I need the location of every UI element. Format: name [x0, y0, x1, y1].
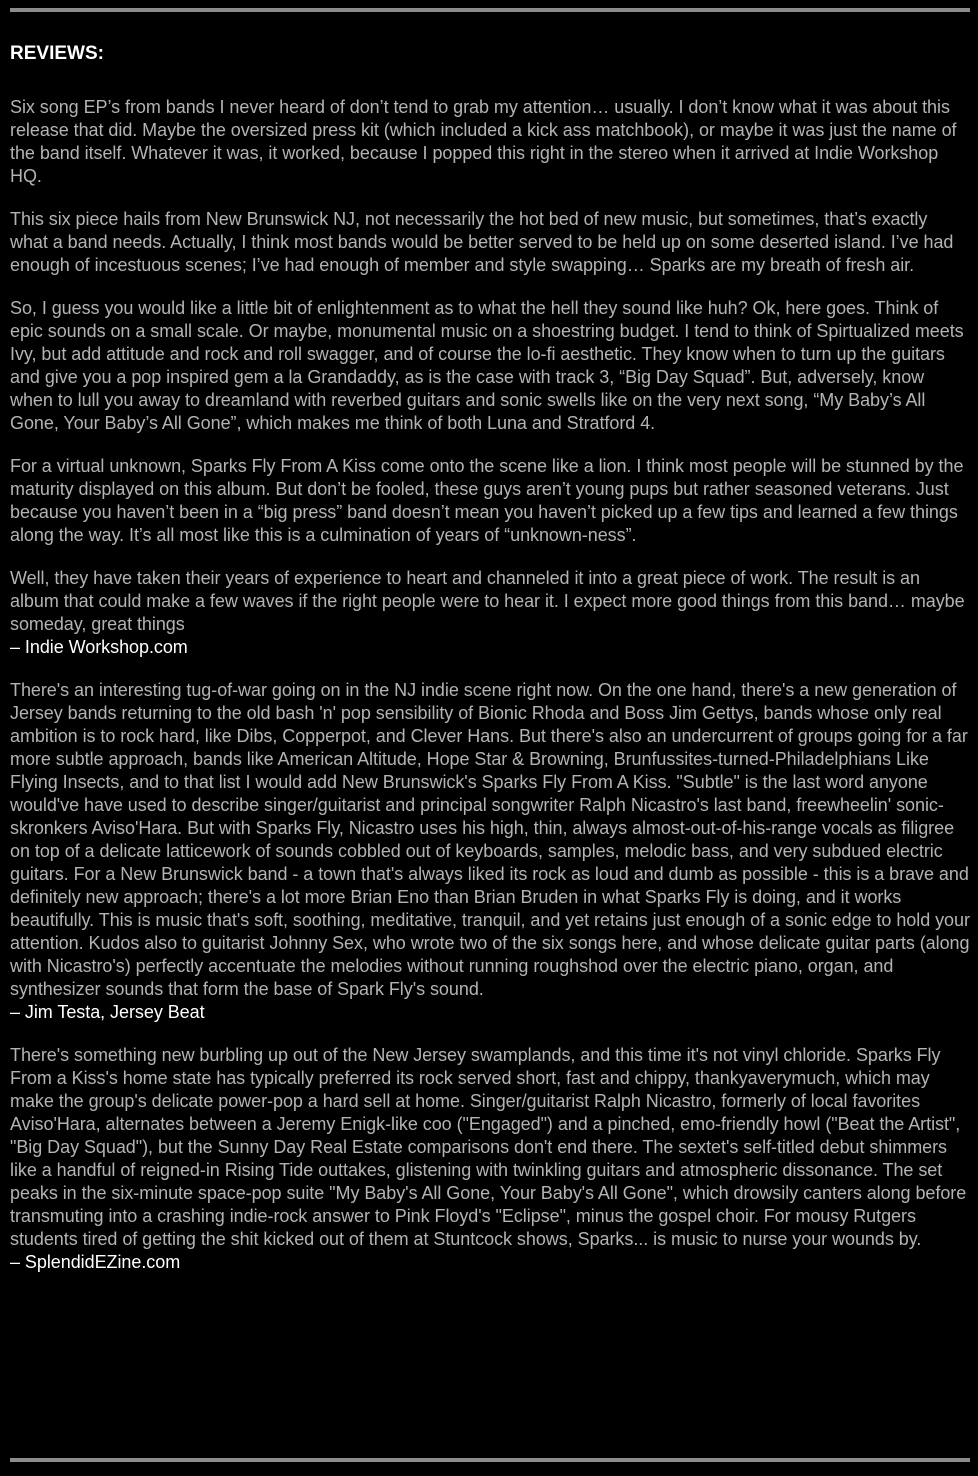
- bottom-divider: [10, 1458, 970, 1462]
- review-paragraph-7: [10, 1044, 970, 1274]
- review-paragraph-4: [10, 455, 970, 547]
- review-text: Six song EP’s from bands I never heard of don’t tend to grab my attention… usually. I don’t know what it was about this release that did. Maybe the oversized press kit (which included a kick ass matchbook), or maybe it was just the name of the band itself. Whatever it was, it worked, because I popped this right in the stereo when it arrived at Indie Workshop HQ.: [10, 97, 957, 186]
- review-text: There's an interesting tug-of-war going on in the NJ indie scene right now. On the one hand, there's a new generation of Jersey bands returning to the old bash 'n' pop sensibility of Bionic Rhoda and Boss Jim Gettys, bands whose only real ambition is to rock hard, like Dibs, Copperpot, and Clever Hans. But there's also an undercurrent of groups going for a far more subtle approach, bands like American Altitude, Hope Star & Browning, Brunfussites-turned-Philadelphians Like Flying Insects, and to that list I would add New Brunswick's Sparks Fly From A Kiss. "Subtle" is the last word anyone would've have used to describe singer/guitarist and principal songwriter Ralph Nicastro's last band, freewheelin' sonic-skronkers Aviso'Hara. But with Sparks Fly, Nicastro uses his high, thin, always almost-out-of-his-range vocals as filigree on top of a delicate latticework of sounds cobbled out of keyboards, samples, melodic bass, and very subdued electric guitars. For a New Brunswick band - a town that's always liked its rock as loud and dumb as possible - this is a brave and definitely new approach; there's a lot more Brian Eno than Brian Bruden in what Sparks Fly is doing, and it works beautifully. This is music that's soft, soothing, meditative, tranquil, and yet retains just enough of a sonic edge to hold your attention. Kudos also to guitarist Johnny Sex, who wrote two of the six songs here, and whose delicate guitar parts (along with Nicastro's) perfectly accentuate the melodies without running roughshod over the electric piano, organ, and synthesizer sounds that form the base of Spark Fly's sound.: [10, 680, 970, 999]
- review-text: There's something new burbling up out of the New Jersey swamplands, and this time it's not vinyl chloride. Sparks Fly From a Kiss's home state has typically preferred its rock served short, fast and chippy, thankyaverymuch, which may make the group's delicate power-pop a hard sell at home. Singer/guitarist Ralph Nicastro, formerly of local favorites Aviso'Hara, alternates between a Jeremy Enigk-like coo ("Engaged") and a pinched, emo-friendly howl ("Beat the Artist", "Big Day Squad"), but the Sunny Day Real Estate comparisons don't end there. The sextet's self-titled debut shimmers like a handful of reigned-in Rising Tide outtakes, glistening with twinkling guitars and atmospheric dissonance. The set peaks in the six-minute space-pop suite "My Baby's All Gone, Your Baby's All Gone", which drowsily canters along before transmuting into a crashing indie-rock answer to Pink Floyd's "Eclipse", minus the gospel choir. For mousy Rutgers students tired of getting the shit kicked out of them at Stuntcock shows, Sparks... is music to nurse your wounds by.: [10, 1045, 967, 1249]
- review-credit-splendid-ezine: – SplendidEZine.com: [10, 1252, 181, 1272]
- reviews-section: [10, 42, 970, 1294]
- review-text: So, I guess you would like a little bit of enlightenment as to what the hell they sound like huh? Ok, here goes. Think of epic sounds on a small scale. Or maybe, monumental music on a shoestring budget. I tend to think of Spirtualized meets Ivy, but add attitude and rock and roll swagger, and of course the lo-fi aesthetic. They know when to turn up the guitars and give you a pop inspired gem a la Grandaddy, as is the case with track 3, “Big Day Squad”. But, adversely, know when to lull you away to dreamland with reverbed guitars and sonic swells like on the very next song, “My Baby’s All Gone, Your Baby’s All Gone”, which makes me think of both Luna and Stratford 4.: [10, 298, 964, 433]
- top-divider: [10, 8, 970, 12]
- review-credit-indie-workshop: – Indie Workshop.com: [10, 637, 188, 657]
- review-text: For a virtual unknown, Sparks Fly From A Kiss come onto the scene like a lion. I think most people will be stunned by the maturity displayed on this album. But don’t be fooled, these guys aren’t young pups but rather seasoned veterans. Just because you haven’t been in a “big press” band doesn’t mean you haven’t picked up a few tips and learned a few things along the way. It’s all most like this is a culmination of years of “unknown-ness”.: [10, 456, 964, 545]
- review-text: This six piece hails from New Brunswick NJ, not necessarily the hot bed of new music, but sometimes, that’s exactly what a band needs. Actually, I think most bands would be better served to be held up on some deserted island. I’ve had enough of incestuous scenes; I’ve had enough of member and style swapping… Sparks are my breath of fresh air.: [10, 209, 954, 275]
- review-text: Well, they have taken their years of experience to heart and channeled it into a great piece of work. The result is an album that could make a few waves if the right people were to hear it. I expect more good things from this band… maybe someday, great things: [10, 568, 965, 634]
- review-paragraph-3: [10, 297, 970, 435]
- review-paragraph-5: [10, 567, 970, 659]
- review-paragraph-2: [10, 208, 970, 277]
- review-paragraph-1: [10, 96, 970, 188]
- reviews-heading: REVIEWS:: [10, 43, 104, 64]
- review-paragraph-6: [10, 679, 970, 1024]
- review-credit-jersey-beat: – Jim Testa, Jersey Beat: [10, 1002, 205, 1022]
